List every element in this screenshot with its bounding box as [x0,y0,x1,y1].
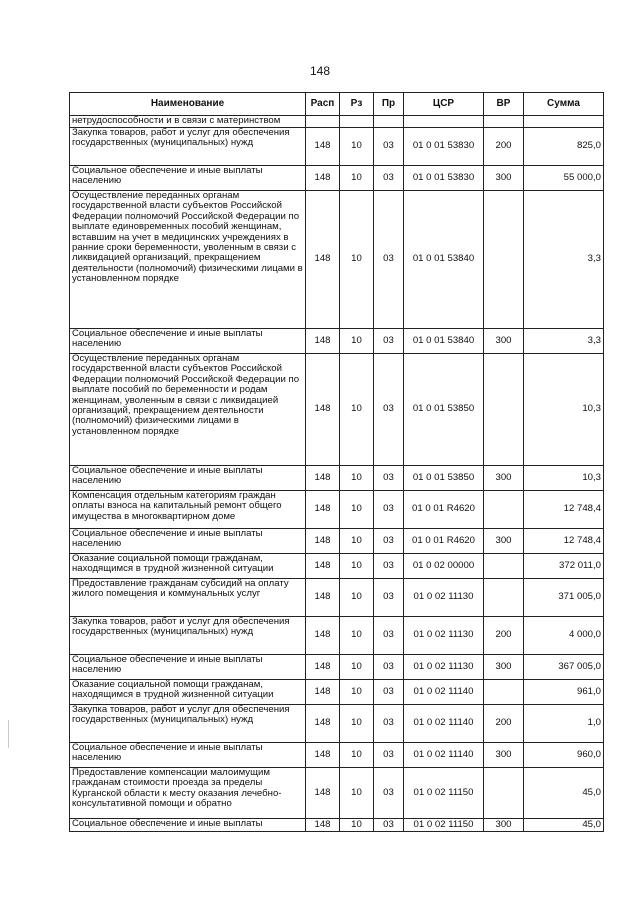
cell-sum: 45,0 [524,819,604,832]
table-row [70,743,604,768]
table-row [70,529,604,554]
cell-pr: 03 [374,491,404,529]
table-row [70,579,604,617]
cell-sum: 10,3 [524,354,604,466]
cell-vr [484,491,524,529]
cell-rz: 10 [340,491,374,529]
cell-pr: 03 [374,554,404,579]
cell-rz: 10 [340,191,374,329]
table-header-row [70,93,604,116]
cell-rz: 10 [340,329,374,354]
table-body [70,116,604,832]
cell-name: Социальное обеспечение и иные выплаты населению [70,529,306,554]
cell-pr: 03 [374,819,404,832]
cell-vr: 300 [484,743,524,768]
cell-sum: 1,0 [524,705,604,743]
cell-pr: 03 [374,466,404,491]
table-row [70,655,604,680]
header-rasp: Расп [306,93,340,116]
cell-name: Осуществление переданных органам государственной власти субъектов Российской Федерации полномочий Российской Федерации по выплате пособий по беременности и родам женщинам, уволенным в связи с ликвидацией организаций, прекращением деятельности (полномочий) физическими лицами в установленном порядке [70,354,306,466]
cell-csr: 01 0 02 11130 [404,655,484,680]
cell-rz: 10 [340,529,374,554]
cell-vr [484,768,524,819]
cell-rz [340,116,374,128]
cell-name: Компенсация отдельным категориям граждан оплаты взноса на капитальный ремонт общего имущества в многоквартирном доме [70,491,306,529]
cell-sum: 960,0 [524,743,604,768]
table-row [70,768,604,819]
cell-rasp: 148 [306,743,340,768]
table-row [70,680,604,705]
cell-name: Социальное обеспечение и иные выплаты населению [70,655,306,680]
cell-name: Закупка товаров, работ и услуг для обеспечения государственных (муниципальных) нужд [70,705,306,743]
table-row [70,466,604,491]
table-row [70,128,604,166]
table-row [70,617,604,655]
cell-csr: 01 0 02 11150 [404,768,484,819]
cell-sum: 367 005,0 [524,655,604,680]
table-row [70,116,604,128]
cell-vr: 300 [484,329,524,354]
page-number: 148 [309,64,331,78]
cell-pr: 03 [374,166,404,191]
cell-pr: 03 [374,655,404,680]
header-pr: Пр [374,93,404,116]
cell-sum: 4 000,0 [524,617,604,655]
table-row [70,354,604,466]
cell-pr: 03 [374,617,404,655]
cell-vr: 300 [484,166,524,191]
cell-vr [484,680,524,705]
cell-rz: 10 [340,617,374,655]
cell-sum: 45,0 [524,768,604,819]
cell-rasp: 148 [306,819,340,832]
header-name: Наименование [70,93,306,116]
cell-rz: 10 [340,554,374,579]
cell-name: нетрудоспособности и в связи с материнством [70,116,306,128]
cell-vr [484,554,524,579]
cell-rz: 10 [340,655,374,680]
cell-vr: 200 [484,705,524,743]
cell-sum: 372 011,0 [524,554,604,579]
cell-csr: 01 0 01 53840 [404,191,484,329]
table-row [70,166,604,191]
cell-csr: 01 0 01 R4620 [404,529,484,554]
cell-pr: 03 [374,579,404,617]
header-vr: ВР [484,93,524,116]
cell-pr: 03 [374,743,404,768]
cell-name: Оказание социальной помощи гражданам, находящимся в трудной жизненной ситуации [70,680,306,705]
cell-csr: 01 0 02 11130 [404,617,484,655]
cell-vr: 300 [484,466,524,491]
cell-rasp: 148 [306,529,340,554]
cell-sum: 371 005,0 [524,579,604,617]
table-row [70,329,604,354]
cell-csr [404,116,484,128]
table-row [70,554,604,579]
cell-pr: 03 [374,128,404,166]
cell-sum: 3,3 [524,191,604,329]
cell-rz: 10 [340,705,374,743]
cell-rasp: 148 [306,617,340,655]
cell-rz: 10 [340,579,374,617]
cell-rasp: 148 [306,655,340,680]
cell-csr: 01 0 02 11140 [404,680,484,705]
cell-sum: 10,3 [524,466,604,491]
cell-name: Осуществление переданных органам государственной власти субъектов Российской Федерации полномочий Российской Федерации по выплате единовременных пособий женщинам, вставшим на учет в медицинских учреждениях в ранние сроки беременности, уволенным в связи с ликвидацией организаций, прекращением деятельности (полномочий) физическими лицами в установленном порядке [70,191,306,329]
cell-rz: 10 [340,166,374,191]
cell-rz: 10 [340,466,374,491]
cell-csr: 01 0 02 00000 [404,554,484,579]
cell-sum: 55 000,0 [524,166,604,191]
cell-csr: 01 0 01 R4620 [404,491,484,529]
cell-csr: 01 0 02 11140 [404,705,484,743]
cell-csr: 01 0 01 53850 [404,466,484,491]
cell-csr: 01 0 02 11130 [404,579,484,617]
cell-name: Социальное обеспечение и иные выплаты [70,819,306,832]
cell-rasp: 148 [306,166,340,191]
cell-vr: 300 [484,529,524,554]
cell-pr: 03 [374,191,404,329]
cell-rasp: 148 [306,491,340,529]
cell-sum: 825,0 [524,128,604,166]
cell-rz: 10 [340,354,374,466]
cell-rasp: 148 [306,329,340,354]
header-sum: Сумма [524,93,604,116]
cell-name: Оказание социальной помощи гражданам, находящимся в трудной жизненной ситуации [70,554,306,579]
cell-name: Предоставление гражданам субсидий на оплату жилого помещения и коммунальных услуг [70,579,306,617]
cell-rz: 10 [340,819,374,832]
cell-vr: 300 [484,819,524,832]
cell-name: Социальное обеспечение и иные выплаты населению [70,166,306,191]
cell-name: Социальное обеспечение и иные выплаты населению [70,466,306,491]
cell-vr: 200 [484,617,524,655]
cell-vr [484,116,524,128]
table-row [70,819,604,832]
cell-rasp: 148 [306,191,340,329]
cell-sum [524,116,604,128]
cell-rasp: 148 [306,128,340,166]
cell-csr: 01 0 02 11150 [404,819,484,832]
cell-rz: 10 [340,680,374,705]
cell-csr: 01 0 02 11140 [404,743,484,768]
cell-pr: 03 [374,354,404,466]
cell-rasp: 148 [306,466,340,491]
cell-pr: 03 [374,768,404,819]
cell-pr: 03 [374,705,404,743]
cell-csr: 01 0 01 53840 [404,329,484,354]
cell-rasp: 148 [306,579,340,617]
cell-csr: 01 0 01 53830 [404,166,484,191]
cell-pr [374,116,404,128]
table-row [70,191,604,329]
cell-rasp: 148 [306,768,340,819]
cell-rz: 10 [340,743,374,768]
cell-name: Закупка товаров, работ и услуг для обеспечения государственных (муниципальных) нужд [70,128,306,166]
header-csr: ЦСР [404,93,484,116]
cell-vr: 300 [484,655,524,680]
cell-rasp: 148 [306,680,340,705]
cell-pr: 03 [374,329,404,354]
cell-name: Предоставление компенсации малоимущим гражданам стоимости проезда за пределы Курганской области к месту оказания лечебно-консультативной помощи и обратно [70,768,306,819]
cell-vr: 200 [484,128,524,166]
cell-rasp: 148 [306,705,340,743]
cell-rasp [306,116,340,128]
margin-mark [8,720,9,748]
cell-vr [484,191,524,329]
cell-name: Социальное обеспечение и иные выплаты населению [70,743,306,768]
cell-sum: 12 748,4 [524,491,604,529]
cell-name: Социальное обеспечение и иные выплаты населению [70,329,306,354]
cell-csr: 01 0 01 53830 [404,128,484,166]
cell-sum: 12 748,4 [524,529,604,554]
cell-rz: 10 [340,128,374,166]
cell-pr: 03 [374,680,404,705]
table-row [70,491,604,529]
cell-vr [484,579,524,617]
cell-csr: 01 0 01 53850 [404,354,484,466]
cell-rasp: 148 [306,354,340,466]
cell-vr [484,354,524,466]
cell-sum: 961,0 [524,680,604,705]
cell-name: Закупка товаров, работ и услуг для обеспечения государственных (муниципальных) нужд [70,617,306,655]
table-row [70,705,604,743]
cell-pr: 03 [374,529,404,554]
budget-table [69,92,604,832]
cell-sum: 3,3 [524,329,604,354]
cell-rz: 10 [340,768,374,819]
cell-rasp: 148 [306,554,340,579]
header-rz: Рз [340,93,374,116]
